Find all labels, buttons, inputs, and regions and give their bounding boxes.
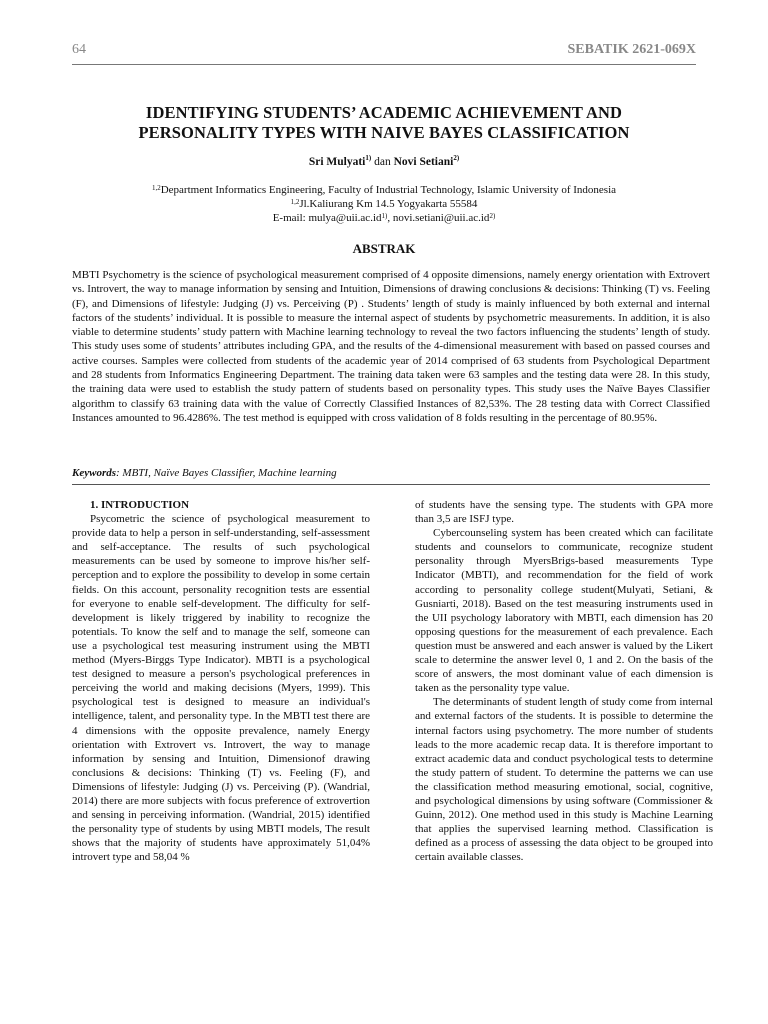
email-line (72, 211, 696, 225)
email-1: E-mail: mulya@uii.ac.id (272, 212, 382, 224)
paper-title (72, 103, 696, 143)
affiliation-line-2 (72, 197, 696, 211)
intro-paragraph-1: Psycometric the science of psychological measurement to provide data to help a person in self-understanding, self-assessment and self-acceptance. The results of such psychological measurements can be used by someone to improve his/her self-perception and to explore the possibility to develop in some certain fields. On this account, personality recognition tests are essential for everyone to enable self-development. The difficulty for self-development is likely triggered by inability to recognize the potentials. To know the self and to manage the self, someone can use a psychological test measuring instrument using the MBTI method (Myers-Birggs Type Indicator). MBTI is a psychological test designed to measure a person's psychological preferences in perceiving the world and making decisions (Myers, 1999). This psychological test is designed to measure an individual's intelligence, talent, and personality type. In the MBTI test there are 4 dimensions with the opposite prevalence, namely Energy orientation with Extrovert vs. Introvert, the way to manage information by sensing and Intuition, Dimensionof drawing conclusions & decisions: Thinking (T) vs. Feeling (F), and Dimensions of lifestyle: Judging (J) vs. Perceiving (P). (Wandrial, 2014) there are more subjects with focus preference of extrovertion and sensing in perceiving information. (Wandrial, 2015) identified the personality type of students by using MBTI models, The result shows that the majority of students have approximately 51,04% introvert type and 58,04 % (72, 513, 370, 864)
journal-id: SEBATIK 2621-069X (567, 42, 696, 57)
author-1: Sri Mulyati (308, 156, 366, 168)
email-2-sup: 2) (489, 212, 496, 220)
email-1-sup: 1) (381, 212, 388, 220)
section-heading-introduction: 1. INTRODUCTION (90, 499, 190, 511)
author-2: Novi Setiani (393, 156, 454, 168)
affiliation-1-text: Department Informatics Engineering, Faculty of Industrial Technology, Islamic University of Indonesia (160, 184, 617, 196)
affiliation-1-sup: 1,2 (151, 184, 161, 192)
left-column (72, 498, 370, 864)
author-line (72, 156, 696, 168)
author-2-sup: 2) (453, 154, 460, 162)
page-header (72, 42, 696, 62)
right-paragraph-3: The determinants of student length of study come from internal and external factors of the students. It is possible to determine the internal factors using psychometry. The more number of students leads to the more academic recap data. It is therefore important to extract academic data and conduct psychological tests to determine the study pattern of student. To determine the patterns we can use the classification method measuring emotional, social, cognitive, and psychological dimensions by using software (Commissioner & Guinn, 2012). One method used in this study is Machine Learning that applies the supervised learning method. Classification is defined as a process of assessing the data object to be grouped into certain available classes. (415, 696, 713, 864)
right-column (415, 498, 713, 864)
author-connector: dan (371, 156, 394, 168)
keywords-label: Keywords (72, 467, 116, 479)
right-paragraph-1: of students have the sensing type. The students with GPA more than 3,5 are ISFJ type. (415, 499, 713, 526)
abstract-heading: ABSTRAK (352, 241, 416, 256)
page-number: 64 (72, 42, 86, 57)
title-line-2: PERSONALITY TYPES WITH NAIVE BAYES CLASSIFICATION (138, 123, 630, 142)
keywords-divider (72, 484, 710, 485)
affiliation-2-text: Jl.Kaliurang Km 14.5 Yogyakarta 55584 (299, 198, 478, 210)
affiliation-line-1 (72, 183, 696, 197)
right-paragraph-2: Cybercounseling system has been created which can facilitate students and counselors to communicate, recognize student personality through MyersBrigs-based measurements Type Indicator (MBTI), and recommendation for the field of work according to personality college student(Mulyati, Setiani, & Gusniarti, 2018). Based on the test measuring instruments used in the UII psychology laboratory with MBTI, each dimension has 20 opposing questions for the measurement of each prevalence. Each question must be answered and each answer is valued by the Likert scale to determine the answer level 0, 1 and 2. On the basis of the score of answers, the most dominant value of each dimension is taken as the personality type value. (415, 527, 713, 695)
affiliation-block (72, 183, 696, 225)
header-divider (72, 64, 696, 65)
affiliation-2-sup: 1,2 (290, 198, 300, 206)
email-2: , novi.setiani@uii.ac.id (387, 212, 490, 224)
keywords-text: : MBTI, Naïve Bayes Classifier, Machine learning (116, 467, 337, 479)
title-line-1: IDENTIFYING STUDENTS’ ACADEMIC ACHIEVEMENT AND (145, 103, 623, 122)
abstract-text: MBTI Psychometry is the science of psychological measurement comprised of 4 opposite dimensions, namely energy orientation with Extrovert vs. Introvert, the way to manage information by sensing and Intuition, Dimensions of drawing conclusions & decisions: Thinking (T) vs. Feeling (F), and Dimensions of lifestyle: Judging (J) vs. Perceiving (P) . Students’ length of study is mainly influenced by both external and internal factors of the students’ individual. It is possible to measure the internal aspect of students by psychometric measurements. In addition, it is also viable to determine students’ study pattern with Machine learning technology to reveal the two factors influencing the students’ length of study. This study uses some of students’ attributes including GPA, and the results of the 4-dimensional measurement with based on passed courses and active courses. Samples were collected from students of the academic year of 2014 comprised of 63 students from Psychological Department and 28 students from Informatics Engineering Department. The training data taken were 63 samples and the testing data were 28. In this study, the training data were used to establish the study pattern of students based on personality types. This study uses the Naïve Bayes Classifier algorithm to classify 63 training data with the value of Correctly Classified Instances of 82,53%. The 28 testing data with Correct Classified Instances amounted to 96.4286%. The test method is equipped with cross validation of 8 folds resulting in the percentage of 80.95%. (72, 269, 710, 424)
author-1-sup: 1) (365, 154, 372, 162)
keywords-line (72, 467, 710, 479)
